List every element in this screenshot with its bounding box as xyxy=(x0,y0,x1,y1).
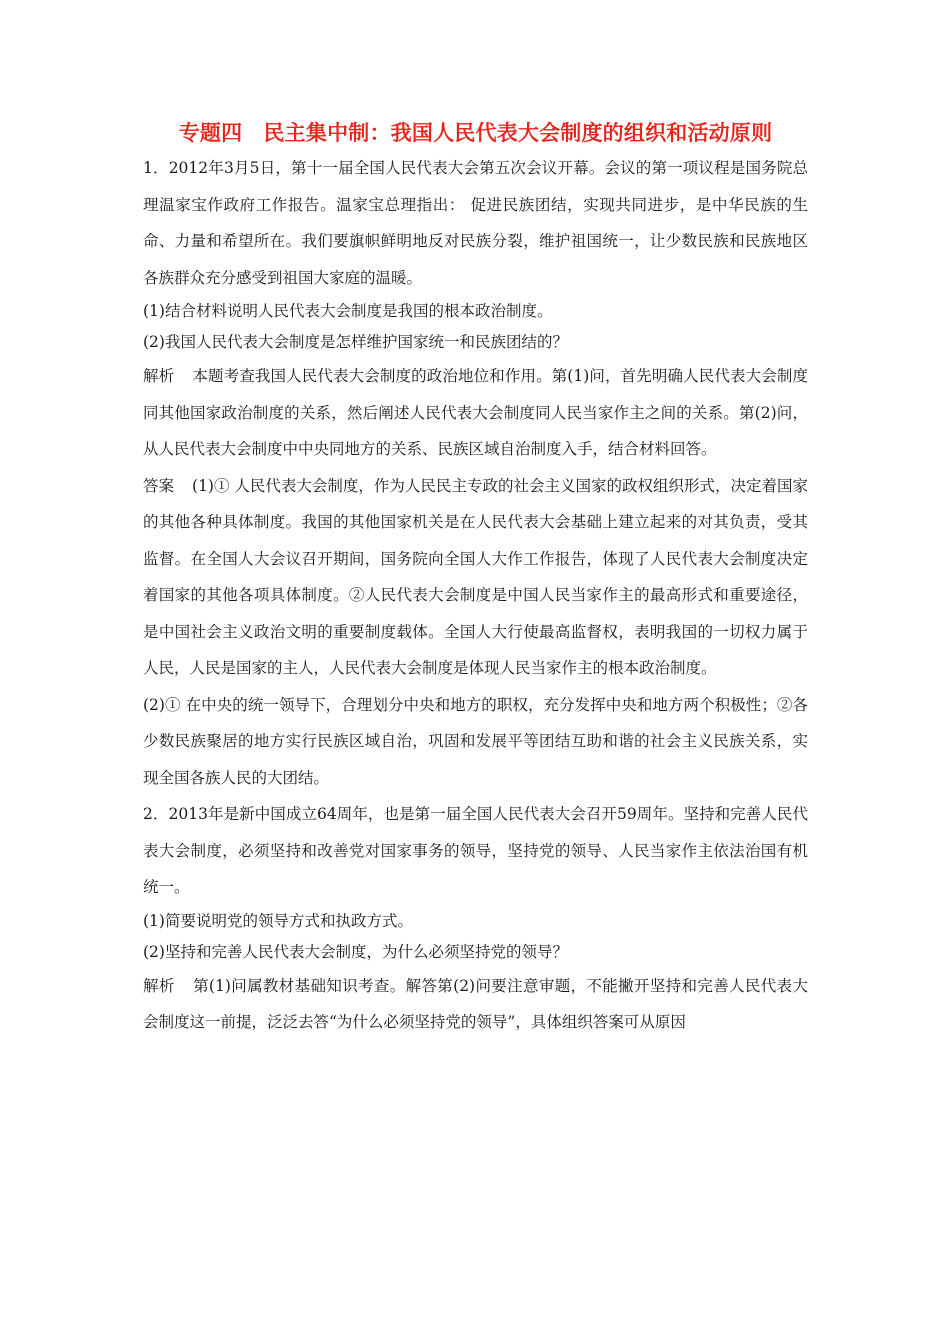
q1-sub2: (2)我国人民代表大会制度是怎样维护国家统一和民族团结的？ xyxy=(143,333,568,351)
q2-analysis-text: 第(1)问属教材基础知识考查。解答第(2)问要注意审题，不能撇开坚持和完善人民代表大会制度这一前提，泛泛去答“为什么必须坚持党的领导”，具体组织答案可从原因 xyxy=(143,976,808,1031)
document-title: 专题四 民主集中制：我国人民代表大会制度的组织和活动原则 xyxy=(178,121,773,145)
q2-analysis-label: 解析 xyxy=(143,976,175,995)
q1-sub1: (1)结合材料说明人民代表大会制度是我国的根本政治制度。 xyxy=(143,302,553,320)
q1-analysis-label: 解析 xyxy=(143,367,175,385)
q1-analysis xyxy=(143,358,808,468)
document-content xyxy=(143,118,808,1041)
q1-answer-label: 答案 xyxy=(143,476,175,495)
q1-answer2: (2)① 在中央的统一领导下，合理划分中央和地方的职权，充分发挥中央和地方两个积极性；②各少数民族聚居的地方实行民族区域自治，巩固和发展平等团结互助和谐的社会主义民族关系，实现全国各族人民的大团结。 xyxy=(143,695,808,787)
q1-analysis-text: 本题考查我国人民代表大会制度的政治地位和作用。第(1)问，首先明确人民代表大会制度同其他国家政治制度的关系，然后阐述人民代表大会制度同人民当家作主之间的关系。第(2)问，从人民代表大会制度中中央同地方的关系、民族区域自治制度入手，结合材料回答。 xyxy=(143,367,808,458)
q2-sub1: (1)简要说明党的领导方式和执政方式。 xyxy=(143,911,413,930)
q1-stem: 1．2012年3月5日，第十一届全国人民代表大会第五次会议开幕。会议的第一项议程是国务院总理温家宝作政府工作报告。温家宝总理指出： 促进民族团结，实现共同进步，是中华民族的生命、力量和希望所在。我们要旗帜鲜明地反对民族分裂，维护祖国统一，让少数民族和民族地区各族群众充分感受到祖国大家庭的温暖。 xyxy=(143,159,808,287)
q2-sub2: (2)坚持和完善人民代表大会制度，为什么必须坚持党的领导？ xyxy=(143,942,568,961)
q1-answer xyxy=(143,468,808,687)
q2-analysis xyxy=(143,968,808,1041)
q1-answer1-text: (1)① 人民代表大会制度，作为人民民主专政的社会主义国家的政权组织形式，决定着国家的其他各种具体制度。我国的其他国家机关是在人民代表大会基础上建立起来的对其负责，受其监督。在全国人大会议召开期间，国务院向全国人大作工作报告，体现了人民代表大会制度决定着国家的其他各项具体制度。②人民代表大会制度是中国人民当家作主的最高形式和重要途径，是中国社会主义政治文明的重要制度载体。全国人大行使最高监督权，表明我国的一切权力属于人民，人民是国家的主人，人民代表大会制度是体现人民当家作主的根本政治制度。 xyxy=(143,476,808,677)
q2-stem: 2．2013年是新中国成立64周年，也是第一届全国人民代表大会召开59周年。坚持和完善人民代表大会制度，必须坚持和改善党对国家事务的领导，坚持党的领导、人民当家作主依法治国有机统一。 xyxy=(143,805,808,896)
